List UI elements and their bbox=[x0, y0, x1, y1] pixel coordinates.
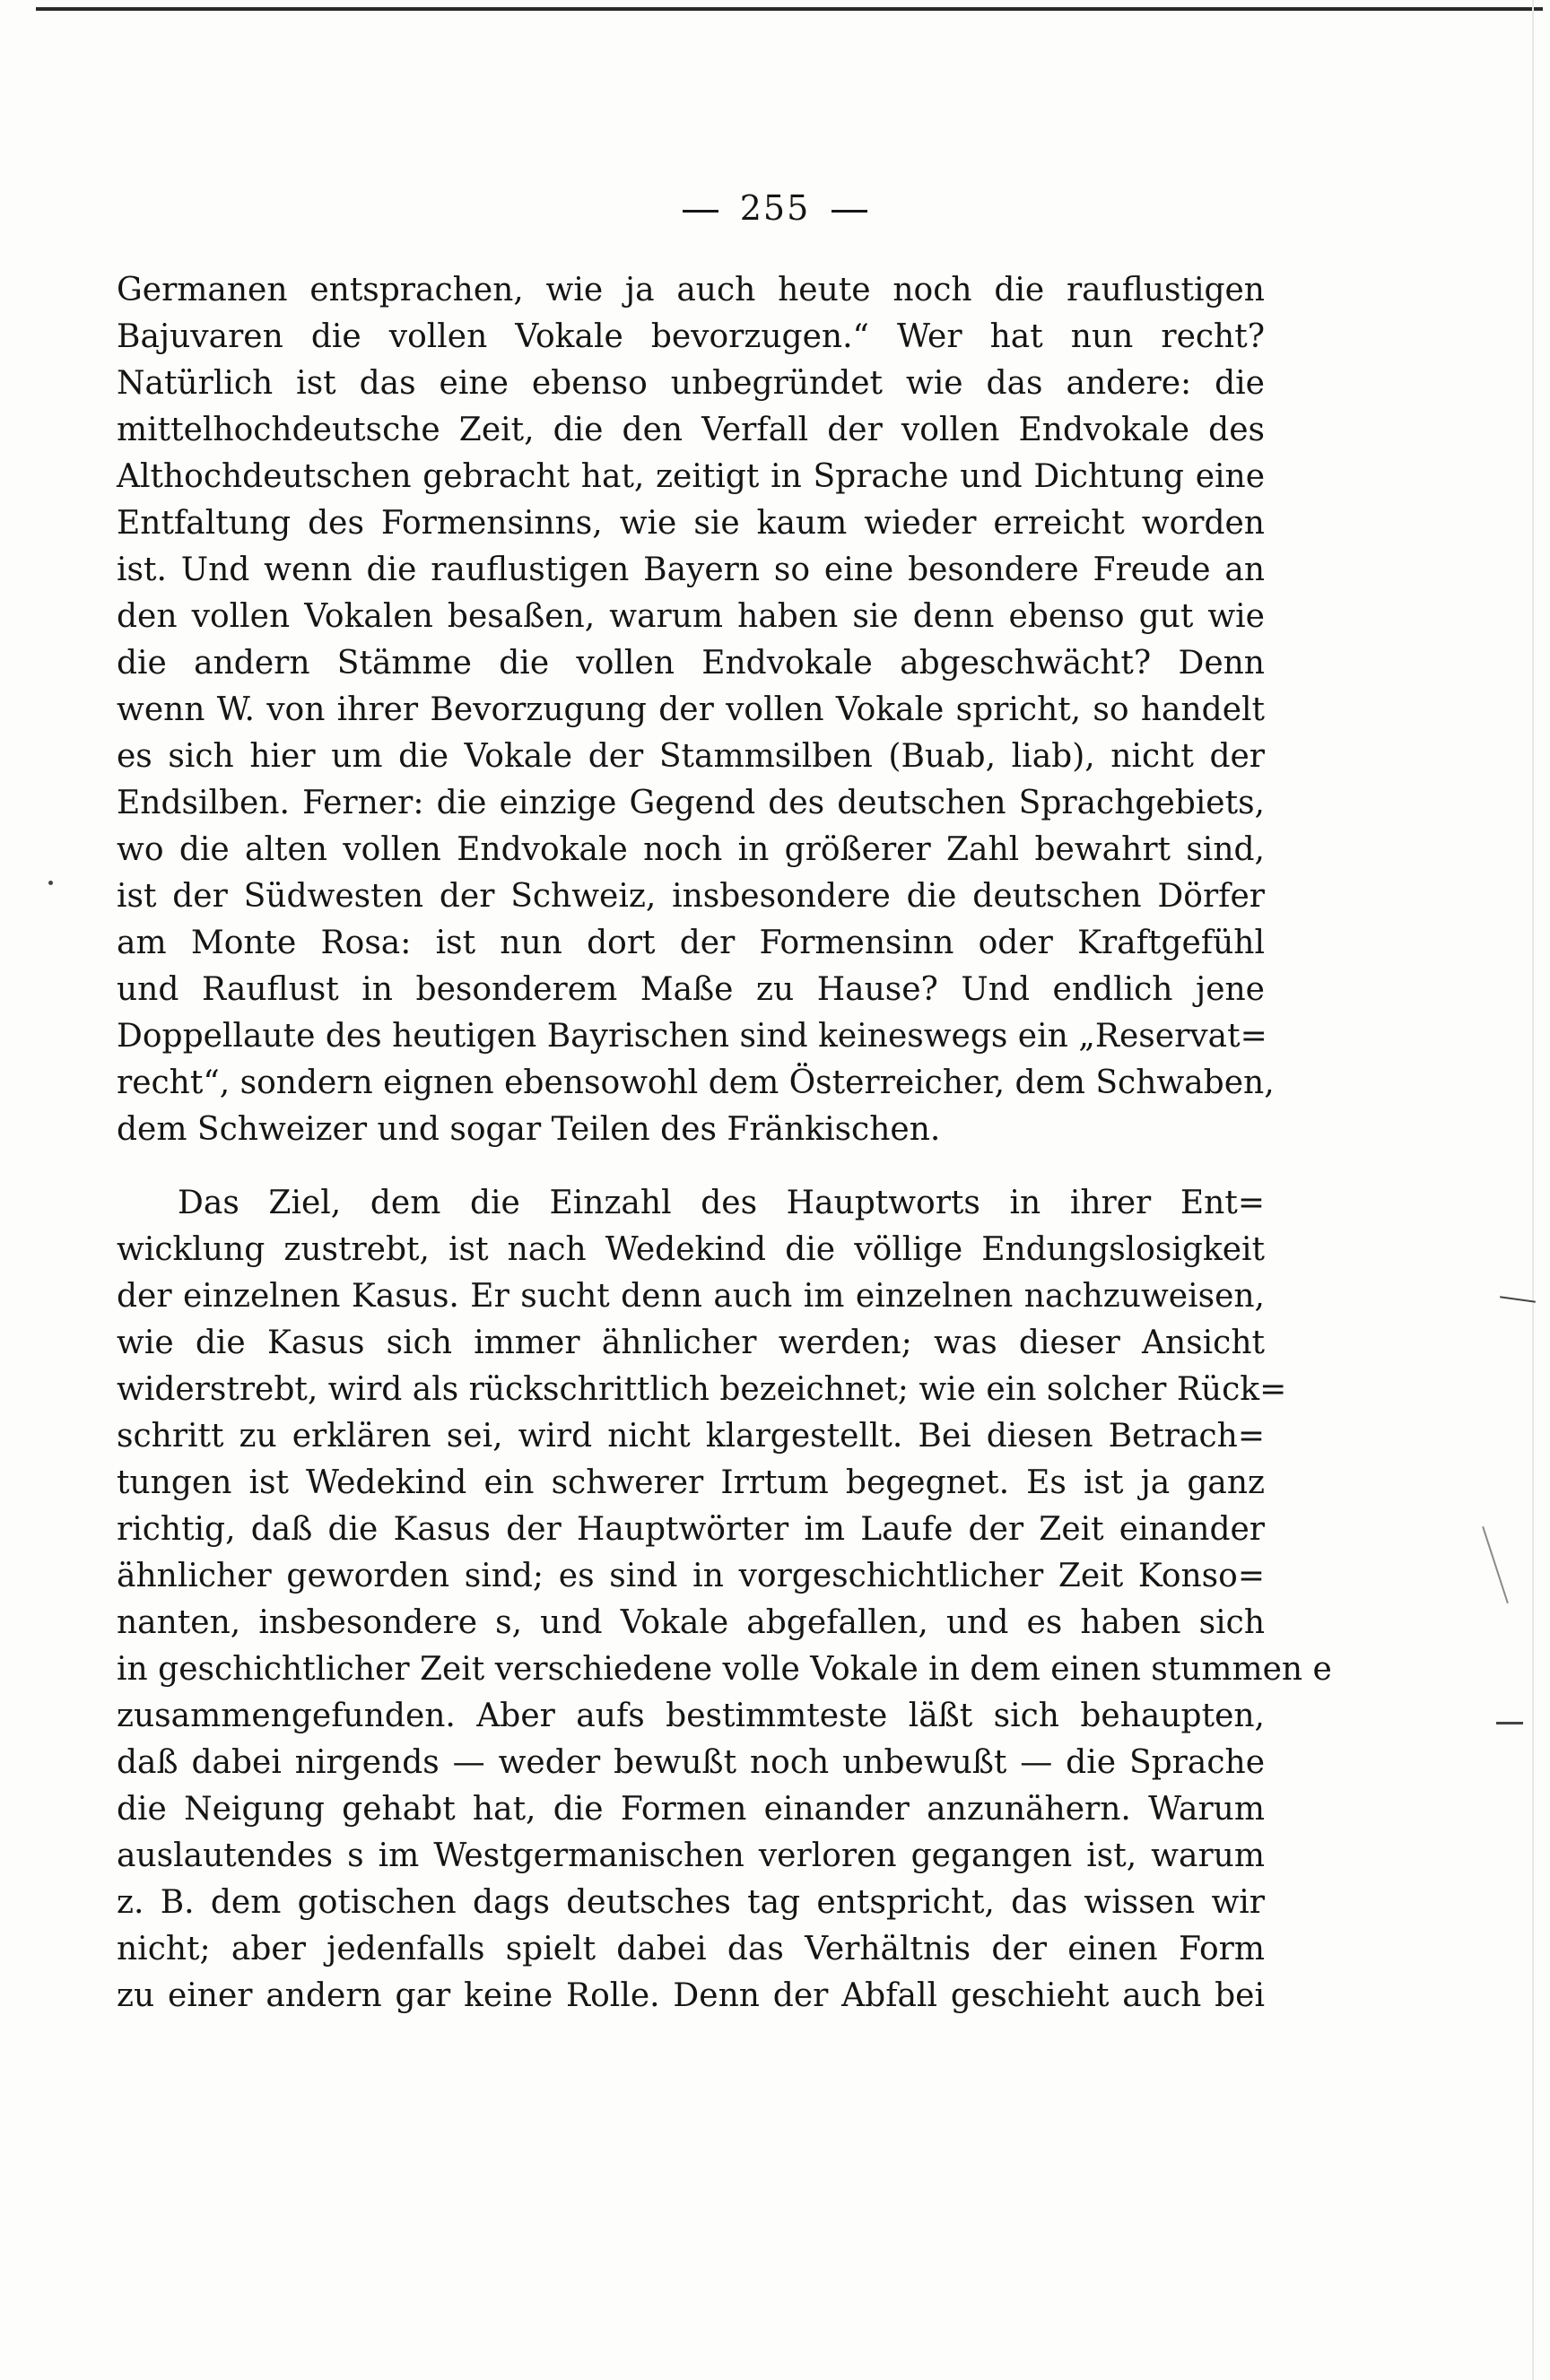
text-line: die Neigung gehabt hat, die Formen einander anzunähern. Warum bbox=[117, 1791, 1265, 1828]
text-line: zusammengefunden. Aber aufs bestimmteste läßt sich behaupten, bbox=[117, 1698, 1265, 1734]
text-line: schritt zu erklären sei, wird nicht klargestellt. Bei diesen Betrach= bbox=[117, 1418, 1265, 1455]
left-dash bbox=[683, 210, 718, 213]
scan-top-edge bbox=[36, 7, 1543, 11]
text-line: Natürlich ist das eine ebenso unbegründet wie das andere: die bbox=[117, 365, 1265, 402]
margin-pencil-mark bbox=[1500, 1296, 1536, 1303]
text-line: z. B. dem gotischen dags deutsches tag entspricht, das wissen wir bbox=[117, 1884, 1265, 1921]
margin-pencil-mark bbox=[1482, 1526, 1509, 1603]
text-line: wie die Kasus sich immer ähnlicher werden; was dieser Ansicht bbox=[117, 1325, 1265, 1361]
page-number: 255 bbox=[739, 188, 811, 228]
text-line: Das Ziel, dem die Einzahl des Hauptworts in ihrer Ent= bbox=[178, 1185, 1265, 1221]
text-line: Althochdeutschen gebracht hat, zeitigt in Sprache und Dichtung eine bbox=[117, 458, 1265, 495]
text-line: auslautendes s im Westgermanischen verloren gegangen ist, warum bbox=[117, 1837, 1265, 1874]
text-line: nicht; aber jedenfalls spielt dabei das Verhältnis der einen Form bbox=[117, 1931, 1265, 1967]
text-line: wenn W. von ihrer Bevorzugung der vollen Vokale spricht, so handelt bbox=[117, 691, 1265, 728]
right-dash bbox=[832, 210, 867, 213]
text-line: richtig, daß die Kasus der Hauptwörter im Laufe der Zeit einander bbox=[117, 1511, 1265, 1548]
text-line: die andern Stämme die vollen Endvokale abgeschwächt? Denn bbox=[117, 645, 1265, 682]
text-line: widerstrebt, wird als rückschrittlich bezeichnet; wie ein solcher Rück= bbox=[117, 1371, 1287, 1408]
text-line: Bajuvaren die vollen Vokale bevorzugen.“ Wer hat nun recht? bbox=[117, 318, 1265, 355]
text-line: der einzelnen Kasus. Er sucht denn auch im einzelnen nachzuweisen, bbox=[117, 1278, 1265, 1315]
text-line: tungen ist Wedekind ein schwerer Irrtum begegnet. Es ist ja ganz bbox=[117, 1464, 1265, 1501]
page-number-header bbox=[0, 188, 1550, 228]
text-line: nanten, insbesondere s, und Vokale abgefallen, und es haben sich bbox=[117, 1604, 1265, 1641]
text-line: Doppellaute des heutigen Bayrischen sind keineswegs ein „Reservat= bbox=[117, 1018, 1267, 1055]
text-line: wo die alten vollen Endvokale noch in größerer Zahl bewahrt sind, bbox=[117, 831, 1265, 868]
text-line: ähnlicher geworden sind; es sind in vorgeschichtlicher Zeit Konso= bbox=[117, 1558, 1265, 1594]
text-line: Entfaltung des Formensinns, wie sie kaum wieder erreicht worden bbox=[117, 505, 1265, 542]
text-line: ist der Südwesten der Schweiz, insbesondere die deutschen Dörfer bbox=[117, 878, 1265, 915]
text-line: am Monte Rosa: ist nun dort der Formensinn oder Kraftgefühl bbox=[117, 925, 1265, 961]
text-line: dem Schweizer und sogar Teilen des Fränkischen. bbox=[117, 1111, 941, 1148]
text-line: daß dabei nirgends — weder bewußt noch unbewußt — die Sprache bbox=[117, 1744, 1265, 1781]
text-line: Germanen entsprachen, wie ja auch heute noch die rauflustigen bbox=[117, 272, 1265, 308]
text-line: wicklung zustrebt, ist nach Wedekind die völlige Endungslosigkeit bbox=[117, 1231, 1265, 1268]
text-line: zu einer andern gar keine Rolle. Denn der Abfall geschieht auch bei bbox=[117, 1977, 1265, 2014]
text-line: ist. Und wenn die rauflustigen Bayern so eine besondere Freude an bbox=[117, 552, 1265, 588]
text-line: mittelhochdeutsche Zeit, die den Verfall der vollen Endvokale des bbox=[117, 412, 1265, 448]
text-line: den vollen Vokalen besaßen, warum haben sie denn ebenso gut wie bbox=[117, 598, 1265, 635]
text-line: in geschichtlicher Zeit verschiedene volle Vokale in dem einen stummen e bbox=[117, 1651, 1332, 1688]
text-line: Endsilben. Ferner: die einzige Gegend des deutschen Sprachgebiets, bbox=[117, 785, 1265, 821]
text-line: es sich hier um die Vokale der Stammsilben (Buab, liab), nicht der bbox=[117, 738, 1265, 775]
margin-dot bbox=[48, 881, 53, 885]
scan-right-edge bbox=[1532, 0, 1534, 2380]
text-line: recht“, sondern eignen ebensowohl dem Österreicher, dem Schwaben, bbox=[117, 1064, 1275, 1101]
text-line: und Rauflust in besonderem Maße zu Hause? Und endlich jene bbox=[117, 971, 1265, 1008]
margin-pencil-mark bbox=[1496, 1722, 1523, 1724]
